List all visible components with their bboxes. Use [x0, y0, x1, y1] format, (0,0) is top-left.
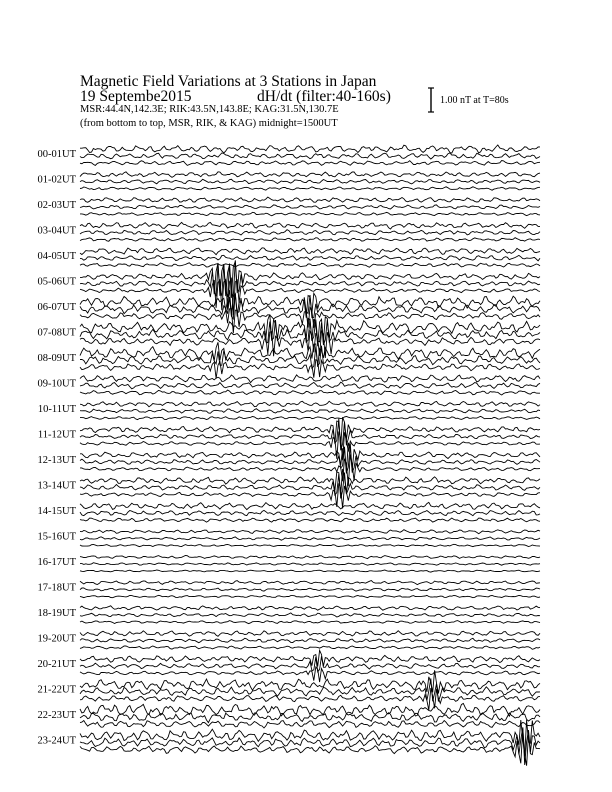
hour-row [38, 248, 541, 267]
hour-row [38, 172, 541, 190]
trace-msr [80, 646, 540, 649]
trace-kag [80, 606, 540, 610]
hour-row [38, 631, 541, 650]
hour-row [38, 375, 541, 395]
trace-rik [80, 588, 540, 591]
trace-kag [80, 172, 540, 178]
hour-row [38, 606, 541, 624]
trace-rik [80, 255, 540, 260]
trace-rik [80, 409, 540, 414]
row-label: 10-11UT [37, 404, 76, 415]
trace-msr [80, 416, 540, 419]
chart-filter: dH/dt (filter:40-160s) [257, 88, 391, 105]
row-label: 18-19UT [37, 608, 76, 619]
row-label: 06-07UT [37, 302, 76, 313]
trace-msr [80, 187, 540, 190]
trace-kag [80, 581, 540, 585]
station-rows [38, 145, 541, 766]
trace-msr [80, 483, 540, 508]
hour-row [38, 342, 541, 378]
row-label: 19-20UT [37, 633, 76, 645]
trace-kag [80, 197, 540, 202]
row-label: 14-15UT [37, 506, 76, 517]
hour-row [38, 670, 541, 710]
row-label: 03-04UT [37, 225, 76, 237]
trace-rik [80, 179, 540, 184]
trace-rik [80, 419, 540, 451]
scale-bar [428, 88, 434, 112]
trace-msr [80, 238, 540, 242]
trace-msr [80, 595, 540, 597]
hour-row [38, 401, 540, 419]
trace-rik [80, 153, 540, 159]
row-label: 15-16UT [37, 531, 76, 543]
hour-row [38, 290, 541, 333]
chart-title: Magnetic Field Variations at 3 Stations in Japan [80, 73, 377, 90]
trace-kag [80, 703, 540, 716]
hour-row [38, 650, 541, 682]
trace-rik [80, 638, 540, 642]
scale-bar-label: 1.00 nT at T=80s [440, 95, 509, 106]
trace-rik [80, 260, 540, 297]
trace-msr [80, 263, 540, 267]
hour-row [38, 530, 541, 547]
row-label: 16-17UT [37, 557, 76, 568]
chart-date: 19 Septembe2015 [80, 88, 192, 105]
station-coords: MSR:44.4N,142.3E; RIK:43.5N,143.8E; KAG:31.5N,130.7E [80, 104, 339, 115]
row-label: 17-18UT [37, 582, 76, 594]
trace-msr [80, 161, 540, 166]
trace-msr [80, 728, 540, 765]
trace-kag [80, 631, 540, 637]
hour-row [38, 720, 541, 766]
row-label: 05-06UT [37, 276, 76, 288]
trace-kag [80, 556, 540, 559]
trace-rik [80, 563, 540, 566]
row-label: 20-21UT [37, 659, 76, 670]
trace-kag [80, 375, 540, 383]
hour-row [38, 197, 541, 216]
row-label: 23-24UT [37, 735, 76, 747]
trace-msr [80, 212, 540, 216]
trace-kag [80, 650, 540, 666]
row-label: 02-03UT [37, 200, 76, 211]
row-label: 09-10UT [37, 378, 76, 390]
trace-kag [80, 502, 540, 509]
trace-kag [80, 261, 540, 297]
row-label: 07-08UT [37, 327, 76, 339]
trace-msr [80, 360, 540, 379]
station-order: (from bottom to top, MSR, RIK, & KAG) midnight=1500UT [80, 118, 338, 129]
hour-row [38, 581, 541, 598]
hour-row [38, 556, 541, 573]
trace-rik [80, 537, 540, 540]
trace-msr [80, 667, 540, 682]
trace-kag [80, 290, 540, 318]
row-label: 04-05UT [37, 251, 76, 262]
trace-kag [80, 145, 540, 153]
row-label: 11-12UT [37, 429, 76, 441]
trace-rik [80, 510, 540, 515]
trace-rik [80, 205, 540, 209]
row-label: 13-14UT [37, 480, 76, 492]
trace-msr [80, 544, 540, 546]
row-label: 08-09UT [37, 353, 76, 364]
trace-msr [80, 518, 540, 522]
hour-row [38, 703, 541, 728]
trace-kag [80, 222, 540, 229]
row-label: 00-01UT [37, 149, 76, 160]
row-label: 21-22UT [37, 684, 76, 696]
trace-msr [80, 621, 540, 624]
trace-kag [80, 417, 540, 447]
hour-row [38, 469, 541, 509]
trace-rik [80, 230, 540, 235]
trace-kag [80, 469, 540, 495]
trace-kag [80, 720, 540, 756]
trace-kag [80, 401, 540, 407]
trace-kag [80, 530, 540, 534]
row-label: 12-13UT [37, 455, 76, 466]
trace-rik [80, 382, 540, 389]
hour-row [38, 502, 541, 522]
row-label: 01-02UT [37, 174, 76, 186]
hour-row [38, 145, 541, 165]
row-label: 22-23UT [37, 710, 76, 721]
trace-msr [80, 570, 540, 572]
trace-msr [80, 721, 540, 729]
hour-row [38, 222, 541, 241]
trace-kag [80, 248, 540, 255]
trace-msr [80, 390, 540, 395]
trace-rik [80, 613, 540, 617]
